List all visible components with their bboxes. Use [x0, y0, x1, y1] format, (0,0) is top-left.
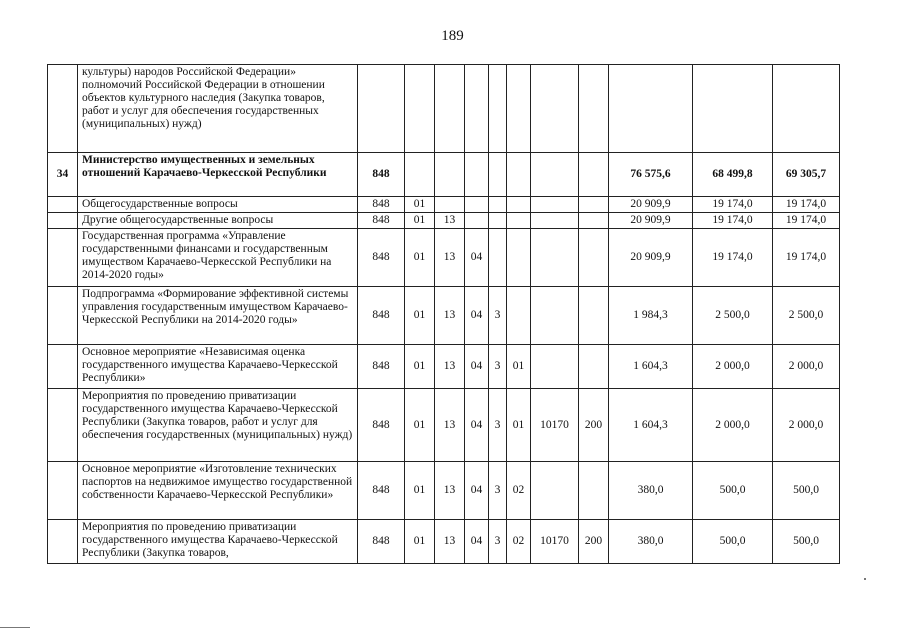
subsection-code: 13 — [435, 213, 465, 229]
subsection-code: 13 — [435, 520, 465, 564]
expense-type-code: 200 — [579, 520, 609, 564]
ved-code: 848 — [358, 287, 405, 345]
section-code: 01 — [405, 287, 435, 345]
ved-code: 848 — [358, 389, 405, 462]
scan-artifact — [0, 627, 30, 628]
amount-year-1: 380,0 — [609, 462, 693, 520]
event-code — [507, 229, 531, 287]
program-code: 04 — [465, 389, 489, 462]
amount-year-3: 19 174,0 — [773, 229, 840, 287]
expense-type-code — [579, 65, 609, 153]
amount-year-1: 20 909,9 — [609, 197, 693, 213]
amount-year-3: 2 000,0 — [773, 389, 840, 462]
subprogram-code: 3 — [489, 520, 507, 564]
event-code: 01 — [507, 389, 531, 462]
subsection-code: 13 — [435, 345, 465, 389]
row-number — [48, 520, 78, 564]
program-code: 04 — [465, 345, 489, 389]
section-code: 01 — [405, 389, 435, 462]
amount-year-2: 19 174,0 — [693, 197, 773, 213]
target-code — [531, 153, 579, 197]
amount-year-2: 2 000,0 — [693, 345, 773, 389]
amount-year-3: 500,0 — [773, 462, 840, 520]
amount-year-1 — [609, 65, 693, 153]
amount-year-2 — [693, 65, 773, 153]
amount-year-1: 20 909,9 — [609, 213, 693, 229]
target-code — [531, 462, 579, 520]
subsection-code: 13 — [435, 389, 465, 462]
row-number — [48, 213, 78, 229]
row-number — [48, 65, 78, 153]
subprogram-code: 3 — [489, 389, 507, 462]
program-code — [465, 65, 489, 153]
table-row — [48, 229, 840, 287]
row-name: Другие общегосударственные вопросы — [78, 213, 358, 229]
expense-type-code — [579, 287, 609, 345]
subprogram-code: 3 — [489, 287, 507, 345]
program-code — [465, 213, 489, 229]
amount-year-2: 2 000,0 — [693, 389, 773, 462]
event-code — [507, 65, 531, 153]
section-code: 01 — [405, 462, 435, 520]
ved-code: 848 — [358, 153, 405, 197]
amount-year-1: 380,0 — [609, 520, 693, 564]
event-code: 01 — [507, 345, 531, 389]
amount-year-2: 19 174,0 — [693, 229, 773, 287]
table-row — [48, 389, 840, 462]
target-code — [531, 65, 579, 153]
program-code: 04 — [465, 229, 489, 287]
subprogram-code — [489, 229, 507, 287]
amount-year-3 — [773, 65, 840, 153]
amount-year-3: 2 000,0 — [773, 345, 840, 389]
expense-type-code: 200 — [579, 389, 609, 462]
row-name: Основное мероприятие «Изготовление технических паспортов на недвижимое имущество государственной собственности Карачаево-Черкесской Республики» — [78, 462, 358, 520]
section-code: 01 — [405, 197, 435, 213]
subsection-code — [435, 65, 465, 153]
section-code — [405, 153, 435, 197]
row-number — [48, 229, 78, 287]
event-code: 02 — [507, 462, 531, 520]
table-row — [48, 153, 840, 197]
table-row — [48, 287, 840, 345]
row-name: культуры) народов Российской Федерации» полномочий Российской Федерации в отношении объектов культурного наследия (Закупка товаров, работ и услуг для обеспечения государственных (муниципальных) нужд) — [78, 65, 358, 153]
amount-year-3: 2 500,0 — [773, 287, 840, 345]
amount-year-3: 19 174,0 — [773, 213, 840, 229]
amount-year-1: 76 575,6 — [609, 153, 693, 197]
expense-type-code — [579, 229, 609, 287]
table-row — [48, 462, 840, 520]
program-code: 04 — [465, 287, 489, 345]
target-code — [531, 287, 579, 345]
row-name: Мероприятия по проведению приватизации государственного имущества Карачаево-Черкесской Республики (Закупка товаров, работ и услуг для обеспечения государственных (муниципальных) нужд) — [78, 389, 358, 462]
amount-year-3: 500,0 — [773, 520, 840, 564]
subprogram-code: 3 — [489, 345, 507, 389]
subprogram-code — [489, 213, 507, 229]
subprogram-code: 3 — [489, 462, 507, 520]
section-code: 01 — [405, 520, 435, 564]
scan-artifact — [864, 578, 866, 580]
ved-code: 848 — [358, 520, 405, 564]
event-code — [507, 197, 531, 213]
target-code — [531, 197, 579, 213]
ved-code: 848 — [358, 213, 405, 229]
row-number — [48, 287, 78, 345]
amount-year-1: 1 604,3 — [609, 345, 693, 389]
row-number — [48, 389, 78, 462]
subprogram-code — [489, 65, 507, 153]
table-row — [48, 197, 840, 213]
amount-year-2: 500,0 — [693, 462, 773, 520]
row-name: Основное мероприятие «Независимая оценка государственного имущества Карачаево-Черкесской Республики» — [78, 345, 358, 389]
section-code: 01 — [405, 229, 435, 287]
program-code: 04 — [465, 520, 489, 564]
row-number — [48, 345, 78, 389]
amount-year-3: 19 174,0 — [773, 197, 840, 213]
row-number — [48, 462, 78, 520]
amount-year-2: 500,0 — [693, 520, 773, 564]
expense-type-code — [579, 462, 609, 520]
expense-type-code — [579, 153, 609, 197]
program-code — [465, 153, 489, 197]
target-code — [531, 345, 579, 389]
row-number: 34 — [48, 153, 78, 197]
table-row — [48, 213, 840, 229]
ved-code: 848 — [358, 462, 405, 520]
row-number — [48, 197, 78, 213]
section-code — [405, 65, 435, 153]
subsection-code: 13 — [435, 287, 465, 345]
amount-year-2: 68 499,8 — [693, 153, 773, 197]
row-name: Мероприятия по проведению приватизации государственного имущества Карачаево-Черкесской Республики (Закупка товаров, — [78, 520, 358, 564]
row-name: Подпрограмма «Формирование эффективной системы управления государственным имуществом Карачаево-Черкесской Республики на 2014-2020 годы» — [78, 287, 358, 345]
expense-type-code — [579, 197, 609, 213]
program-code — [465, 197, 489, 213]
table-row — [48, 345, 840, 389]
target-code — [531, 213, 579, 229]
subsection-code: 13 — [435, 229, 465, 287]
table-row — [48, 520, 840, 564]
subprogram-code — [489, 153, 507, 197]
expense-type-code — [579, 345, 609, 389]
target-code: 10170 — [531, 389, 579, 462]
amount-year-1: 20 909,9 — [609, 229, 693, 287]
budget-table — [47, 64, 840, 564]
event-code — [507, 213, 531, 229]
page-number: 189 — [441, 28, 464, 44]
row-name: Общегосударственные вопросы — [78, 197, 358, 213]
amount-year-1: 1 984,3 — [609, 287, 693, 345]
row-name: Государственная программа «Управление государственными финансами и государственным имуществом Карачаево-Черкесской Республики на 2014-2020 годы» — [78, 229, 358, 287]
subsection-code: 13 — [435, 462, 465, 520]
table-row — [48, 65, 840, 153]
subsection-code — [435, 153, 465, 197]
section-code: 01 — [405, 345, 435, 389]
ved-code: 848 — [358, 345, 405, 389]
amount-year-2: 2 500,0 — [693, 287, 773, 345]
event-code: 02 — [507, 520, 531, 564]
event-code — [507, 287, 531, 345]
row-name: Министерство имущественных и земельных отношений Карачаево-Черкесской Республики — [78, 153, 358, 197]
amount-year-1: 1 604,3 — [609, 389, 693, 462]
ved-code — [358, 65, 405, 153]
subsection-code — [435, 197, 465, 213]
expense-type-code — [579, 213, 609, 229]
subprogram-code — [489, 197, 507, 213]
ved-code: 848 — [358, 197, 405, 213]
amount-year-3: 69 305,7 — [773, 153, 840, 197]
target-code: 10170 — [531, 520, 579, 564]
section-code: 01 — [405, 213, 435, 229]
amount-year-2: 19 174,0 — [693, 213, 773, 229]
target-code — [531, 229, 579, 287]
event-code — [507, 153, 531, 197]
program-code: 04 — [465, 462, 489, 520]
ved-code: 848 — [358, 229, 405, 287]
